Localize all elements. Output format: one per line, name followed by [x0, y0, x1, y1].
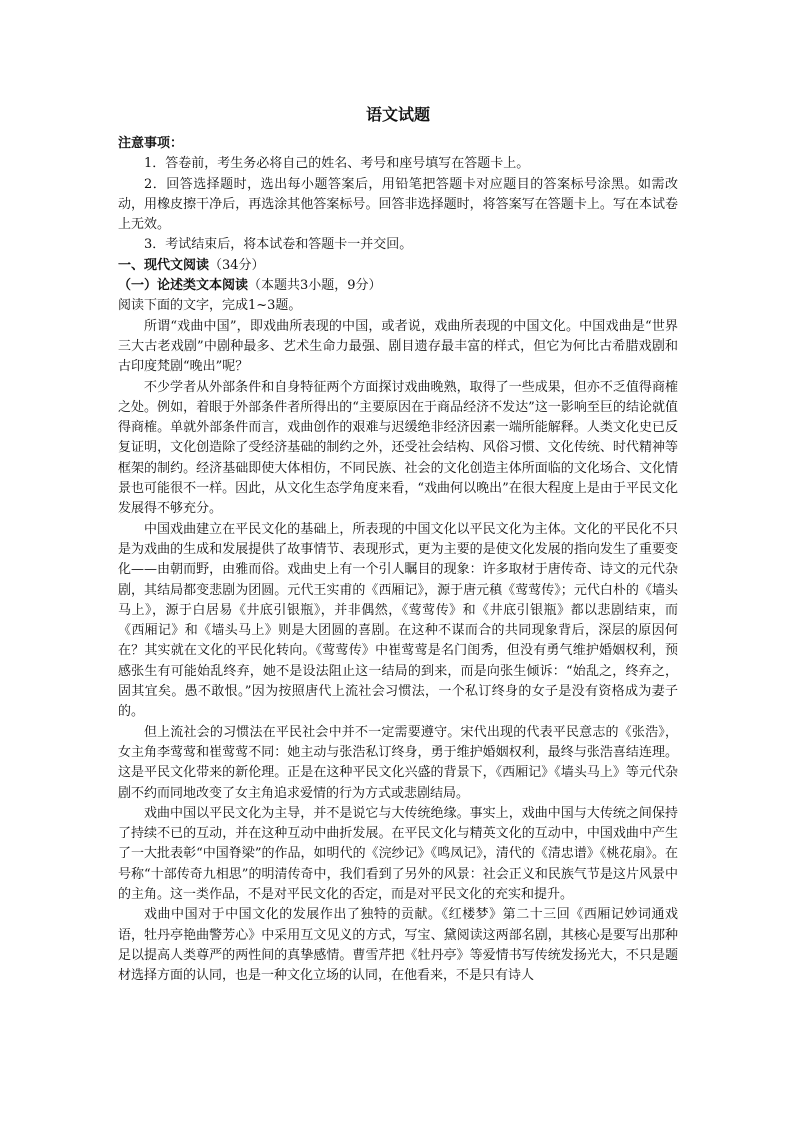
subsection-title: （一）论述类文本阅读 — [118, 278, 249, 294]
subsection-note: （本题共3小题，9分） — [248, 278, 382, 294]
page-title: 语文试题 — [365, 105, 430, 124]
passage-paragraph-2: 不少学者从外部条件和自身特征两个方面探讨戏曲晚熟，取得了一些成果，但亦不乏值得商榷之处。例如，着眼于外部条件者所得出的“主要原因在于商品经济不发达”这一影响至巨的结论就值得商榷。单就外部条件而言，戏曲创作的艰难与迟缓绝非经济因素一端所能解释。人类文化史已反复证明，文化创造除了受经济基础的制约之外，还受社会结构、风俗习惯、文化传统、时代精神等框架的制约。经济基础即使大体相仿，不同民族、社会的文化创造主体所面临的文化场合、文化情景也可能很不一样。因此，从文化生态学角度来看，“戏曲何以晚出”在很大程度上是由于平民文化发展得不够充分。 — [118, 379, 678, 517]
reading-instruction: 阅读下面的文字，完成1~3题。 — [118, 298, 302, 314]
section-heading — [118, 256, 678, 276]
notice-item-3: 3．考试结束后，将本试卷和答题卡一并交回。 — [144, 237, 413, 253]
section-title: 一、现代文阅读 — [118, 257, 210, 273]
passage-paragraph-3: 中国戏曲建立在平民文化的基础上，所表现的中国文化以平民文化为主体。文化的平民化不只是为戏曲的生成和发展提供了故事情节、表现形式，更为主要的是使文化发展的指向发生了重要变化——由朝而野，由雅而俗。戏曲史上有一个引人瞩目的现象：许多取材于唐传奇、诗文的元代杂剧，其结局都变悲剧为团圆。元代王实甫的《西厢记》，源于唐元稹《莺莺传》；元代白朴的《墙头马上》，源于白居易《井底引银瓶》，并非偶然，《莺莺传》和《井底引银瓶》都以悲剧结束，而《西厢记》和《墙头马上》则是大团圆的喜剧。在这种不谋而合的共同现象背后，深层的原因何在？其实就在文化的平民化转向。《莺莺传》中崔莺莺是名门闺秀，但没有勇气维护婚姻权利，预感张生有可能始乱终弃，她不是设法阻止这一结局的到来，而是向张生倾诉：“始乱之，终弃之，固其宜矣。愚不敢恨。”因为按照唐代上流社会习惯法，一个私订终身的女子是没有资格成为妻子的。 — [118, 521, 678, 720]
notice-heading: 注意事项： — [118, 136, 184, 151]
notice-item-1: 1．答卷前，考生务必将自己的姓名、考号和座号填写在答题卡上。 — [144, 156, 530, 172]
passage-paragraph-6: 戏曲中国对于中国文化的发展作出了独特的贡献。《红楼梦》第二十三回《西厢记妙词通戏语，牡丹亭艳曲警芳心》中采用互文见义的方式，写宝、黛阅读这两部名剧，其核心是要写出那种足以提高人类尊严的两性间的真挚感情。曹雪芹把《牡丹亭》等爱情书写传统发扬光大，不只是题材选择方面的认同，也是一种文化立场的认同，在他看来，不是只有诗人 — [118, 907, 678, 984]
passage-paragraph-4: 但上流社会的习惯法在平民社会中并不一定需要遵守。宋代出现的代表平民意志的《张浩》，女主角李莺莺和崔莺莺不同：她主动与张浩私订终身，勇于维护婚姻权利，最终与张浩喜结连理。这是平民文化带来的新伦理。正是在这种平民文化兴盛的背景下，《西厢记》《墙头马上》等元代杂剧不约而同地改变了女主角追求爱情的行为方式或悲剧结局。 — [118, 724, 678, 801]
notice-item-2: 2．回答选择题时，选出每小题答案后，用铅笔把答题卡对应题目的答案标号涂黑。如需改动，用橡皮擦干净后，再选涂其他答案标号。回答非选择题时，将答案写在答题卡上。写在本试卷上无效。 — [118, 176, 678, 233]
passage-paragraph-1: 所谓“戏曲中国”，即戏曲所表现的中国，或者说，戏曲所表现的中国文化。中国戏曲是“世界三大古老戏剧”中剧种最多、艺术生命力最强、剧目遗存最丰富的样式，但它为何比古希腊戏剧和古印度梵剧“晚出”呢？ — [118, 318, 678, 375]
exam-page — [118, 104, 678, 986]
subsection-heading — [118, 276, 678, 296]
passage-paragraph-5: 戏曲中国以平民文化为主导，并不是说它与大传统绝缘。事实上，戏曲中国与大传统之间保持了持续不已的互动，并在这种互动中曲折发展。在平民文化与精英文化的互动中，中国戏曲中产生了一大批表彰“中国脊梁”的作品，如明代的《浣纱记》《鸣凤记》，清代的《清忠谱》《桃花扇》。在号称“十部传奇九相思”的明清传奇中，我们看到了另外的风景：社会正义和民族气节是这片风景中的主角。这一类作品，不是对平民文化的否定，而是对平民文化的充实和提升。 — [118, 805, 678, 902]
section-score: （34分） — [209, 257, 265, 273]
